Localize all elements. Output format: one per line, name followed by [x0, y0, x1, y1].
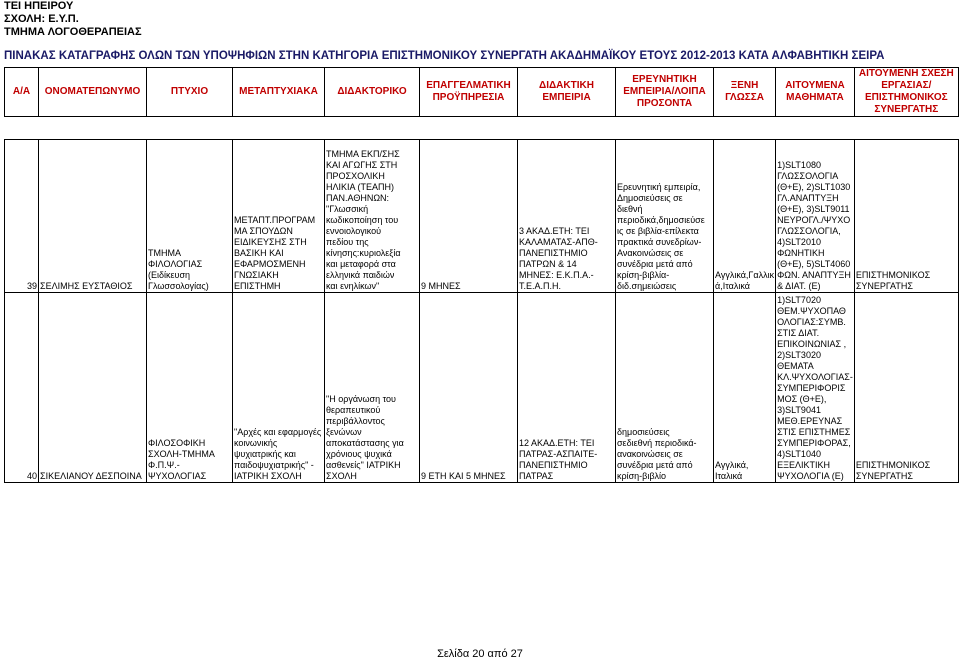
spacer-row [5, 117, 959, 140]
col-header-relation: ΑΙΤΟΥΜΕΝΗ ΣΧΕΣΗ ΕΡΓΑΣΙΑΣ/ΕΠΙΣΤΗΜΟΝΙΚΟΣ ΣΥΝΕΡΓΑΤΗΣ [854, 68, 958, 117]
cell-aa: 39 [5, 140, 39, 293]
cell-degree: ΤΜΗΜΑ ΦΙΛΟΛΟΓΙΑΣ (Ειδίκευση Γλωσσολογίας) [147, 140, 233, 293]
col-header-name: ΟΝΟΜΑΤΕΠΩΝΥΜΟ [39, 68, 147, 117]
table-header-row [5, 68, 959, 117]
cell-language: Αγγλικά,Γαλλικ ά,Ιταλικά [714, 140, 776, 293]
cell-professional: 9 ΕΤΗ ΚΑΙ 5 ΜΗΝΕΣ [420, 293, 518, 483]
cell-masters: "Αρχές και εφαρμογές κοινωνικής ψυχιατρικής και παιδοψυχιατρικής" - ΙΑΤΡΙΚΗ ΣΧΟΛΗ [233, 293, 325, 483]
col-header-phd: ΔΙΔΑΚΤΟΡΙΚΟ [325, 68, 420, 117]
col-header-language: ΞΕΝΗ ΓΛΩΣΣΑ [714, 68, 776, 117]
institution-name: ΤΕΙ ΗΠΕΙΡΟΥ [4, 0, 74, 12]
col-header-professional: ΕΠΑΓΓΕΛΜΑΤΙΚΗ ΠΡΟΫΠΗΡΕΣΙΑ [420, 68, 518, 117]
col-header-courses: ΑΙΤΟΥΜΕΝΑ ΜΑΘΗΜΑΤΑ [776, 68, 855, 117]
cell-research: δημοσιεύσεις σεδιεθνή περιοδικά- ανακοινώσεις σε συνέδρια μετά από κρίση-βιβλίο [616, 293, 714, 483]
page-number: Σελίδα 20 από 27 [437, 648, 523, 660]
cell-phd: "Η οργάνωση του θεραπευτικού περιβάλλοντος ξενώνων αποκατάστασης για χρόνιους ψυχικά ασθενείς" ΙΑΤΡΙΚΗ ΣΧΟΛΗ [325, 293, 420, 483]
cell-masters: ΜΕΤΑΠΤ.ΠΡΟΓΡΑΜ ΜΑ ΣΠΟΥΔΩΝ ΕΙΔΙΚΕΥΣΗΣ ΣΤΗ ΒΑΣΙΚΗ ΚΑΙ ΕΦΑΡΜΟΣΜΕΝΗ ΓΝΩΣΙΑΚΗ ΕΠΙΣΤΗΜΗ [233, 140, 325, 293]
col-header-teaching: ΔΙΔΑΚΤΙΚΗ ΕΜΠΕΙΡΙΑ [518, 68, 616, 117]
cell-research: Ερευνητική εμπειρία, Δημοσιεύσεις σε διεθνή περιοδικά,δημοσιεύσε ις σε βιβλία-επίλεκτα πρακτικά συνεδρίων- Ανακοινώσεις σε συνέδρια μετά από κρίση-βιβλία- διδ.σημειώσεις [616, 140, 714, 293]
cell-teaching: 3 ΑΚΑΔ.ΕΤΗ: ΤΕΙ ΚΑΛΑΜΑΤΑΣ-ΑΠΘ- ΠΑΝΕΠΙΣΤΗΜΙΟ ΠΑΤΡΩΝ & 14 ΜΗΝΕΣ: Ε.Κ.Π.Α.- Τ.Ε.Α.Π.Η. [518, 140, 616, 293]
col-header-research: ΕΡΕΥΝΗΤΙΚΗ ΕΜΠΕΙΡΙΑ/ΛΟΙΠΑ ΠΡΟΣΟΝΤΑ [616, 68, 714, 117]
department-name: ΤΜΗΜΑ ΛΟΓΟΘΕΡΑΠΕΙΑΣ [4, 26, 142, 38]
cell-name: ΣΙΚΕΛΙΑΝΟΥ ΔΕΣΠΟΙΝΑ [39, 293, 147, 483]
cell-courses: 1)SLT7020 ΘΕΜ.ΨΥΧΟΠΑΘ ΟΛΟΓΙΑΣ:ΣΥΜΒ. ΣΤΙΣ ΔΙΑΤ. ΕΠΙΚΟΙΝΩΝΙΑΣ , 2)SLT3020 ΘΕΜΑΤΑ ΚΛ.ΨΥΧΟΛΟΓΙΑΣ- ΣΥΜΠΕΡΙΦΟΡΙΣ ΜΟΣ (Θ+Ε), 3)SLT9041 ΜΕΘ.ΕΡΕΥΝΑΣ ΣΤΙΣ ΕΠΙΣΤΗΜΕΣ ΣΥΜΠΕΡΙΦΟΡΑΣ, 4)SLT1040 ΕΞΕΛΙΚΤΙΚΗ ΨΥΧΟΛΟΓΙΑ (Ε) [776, 293, 855, 483]
cell-degree: ΦΙΛΟΣΟΦΙΚΗ ΣΧΟΛΗ-ΤΜΗΜΑ Φ.Π.Ψ.- ΨΥΧΟΛΟΓΙΑΣ [147, 293, 233, 483]
cell-courses: 1)SLT1080 ΓΛΩΣΣΟΛΟΓΙΑ (Θ+Ε), 2)SLT1030 ΓΛ.ΑΝΑΠΤΥΞΗ (Θ+Ε), 3)SLT9011 ΝΕΥΡΟΓΛ./ΨΥΧΟ ΓΛΩΣΣΟΛΟΓΙΑ, 4)SLT2010 ΦΩΝΗΤΙΚΗ (Θ+Ε), 5)SLT4060 ΦΩΝ. ΑΝΑΠΤΥΞΗ & ΔΙΑΤ. (Ε) [776, 140, 855, 293]
cell-language: Αγγλικά, Ιταλικά [714, 293, 776, 483]
cell-name: ΣΕΛΙΜΗΣ ΕΥΣΤΑΘΙΟΣ [39, 140, 147, 293]
cell-relation: ΕΠΙΣΤΗΜΟΝΙΚΟΣ ΣΥΝΕΡΓΑΤΗΣ [854, 140, 958, 293]
table-row [5, 140, 959, 293]
school-name: ΣΧΟΛΗ: Ε.Υ.Π. [4, 13, 79, 25]
cell-teaching: 12 ΑΚΑΔ.ΕΤΗ: ΤΕΙ ΠΑΤΡΑΣ-ΑΣΠΑΙΤΕ- ΠΑΝΕΠΙΣΤΗΜΙΟ ΠΑΤΡΑΣ [518, 293, 616, 483]
col-header-aa: Α/Α [5, 68, 39, 117]
col-header-degree: ΠΤΥΧΙΟ [147, 68, 233, 117]
page-title: ΠΙΝΑΚΑΣ ΚΑΤΑΓΡΑΦΗΣ ΟΛΩΝ ΤΩΝ ΥΠΟΨΗΦΙΩΝ ΣΤΗΝ ΚΑΤΗΓΟΡΙΑ ΕΠΙΣΤΗΜΟΝΙΚΟΥ ΣΥΝΕΡΓΑΤΗ ΑΚΑΔΗΜΑΪΚΟΥ ΕΤΟΥΣ 2012-2013 ΚΑΤΑ ΑΛΦΑΒΗΤΙΚΗ ΣΕΙΡΑ [4, 50, 885, 62]
col-header-masters: ΜΕΤΑΠΤΥΧΙΑΚΑ [233, 68, 325, 117]
cell-relation: ΕΠΙΣΤΗΜΟΝΙΚΟΣ ΣΥΝΕΡΓΑΤΗΣ [854, 293, 958, 483]
cell-professional: 9 ΜΗΝΕΣ [420, 140, 518, 293]
cell-aa: 40 [5, 293, 39, 483]
candidates-table [4, 67, 959, 483]
cell-phd: ΤΜΗΜΑ ΕΚΠ/ΣΗΣ ΚΑΙ ΑΓΩΓΗΣ ΣΤΗ ΠΡΟΣΧΟΛΙΚΗ ΗΛΙΚΙΑ (ΤΕΑΠΗ) ΠΑΝ.ΑΘΗΝΩΝ: "Γλωσσική κωδικοποίηση του εννοιολογικού πεδίου της κίνησης:κυριολεξία και μεταφορά στα ελληνικά παιδιών και ενηλίκων" [325, 140, 420, 293]
table-row [5, 293, 959, 483]
